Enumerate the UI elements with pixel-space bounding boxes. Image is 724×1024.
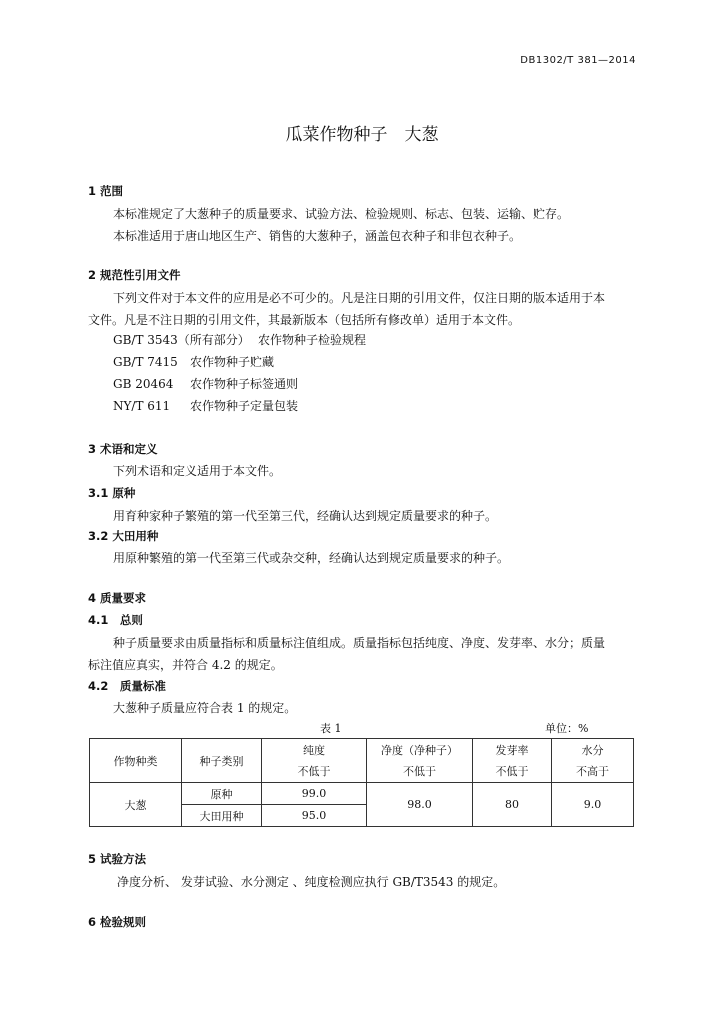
cell-crop: 大葱 (90, 783, 182, 827)
reference-name: 农作物种子检验规程 (258, 333, 367, 347)
cell-moisture: 9.0 (552, 783, 634, 827)
section-6-heading: 6 检验规则 (88, 915, 147, 929)
cell-class-2: 大田用种 (182, 805, 262, 827)
reference-name: 农作物种子标签通则 (190, 377, 299, 391)
header-cleanliness: 净度（净种子） (367, 739, 473, 761)
term-2-definition: 用原种繁殖的第一代至第三代或杂交种，经确认达到规定质量要求的种子。 (113, 551, 510, 565)
section-4-1-line-2: 标注值应真实，并符合 4.2 的规定。 (88, 658, 283, 672)
cell-purity-2: 95.0 (262, 805, 367, 827)
section-3-heading: 3 术语和定义 (88, 442, 158, 456)
section-1-paragraph-2: 本标准适用于唐山地区生产、销售的大葱种子，涵盖包衣种子和非包衣种子。 (113, 229, 522, 243)
section-5-text: 净度分析、 发芽试验、水分测定 、纯度检测应执行 GB/T3543 的规定。 (117, 875, 506, 889)
cell-germination: 80 (473, 783, 552, 827)
header-cleanliness-sub: 不低于 (367, 761, 473, 783)
reference-names (190, 329, 366, 417)
section-2-paragraph-line-1: 下列文件对于本文件的应用是必不可少的。凡是注日期的引用文件，仅注日期的版本适用于本 (113, 291, 606, 305)
section-4-1-heading: 4.1 总则 (88, 613, 143, 627)
table-unit: 单位：% (545, 722, 589, 735)
term-1-heading: 3.1 原种 (88, 486, 136, 500)
cell-purity-1: 99.0 (262, 783, 367, 805)
document-code: DB1302/T 381—2014 (520, 55, 636, 66)
document-title: 瓜菜作物种子 大葱 (285, 125, 439, 145)
reference-code: GB/T 3543（所有部分） (113, 333, 250, 347)
section-1-heading: 1 范围 (88, 184, 124, 198)
header-seed-class: 种子类别 (182, 739, 262, 783)
header-moisture-sub: 不高于 (552, 761, 634, 783)
cell-cleanliness: 98.0 (367, 783, 473, 827)
reference-name: 农作物种子定量包装 (190, 399, 299, 413)
header-purity-sub: 不低于 (262, 761, 367, 783)
header-germination: 发芽率 (473, 739, 552, 761)
quality-table (89, 738, 634, 827)
section-3-intro: 下列术语和定义适用于本文件。 (113, 464, 282, 478)
section-1-paragraph-1: 本标准规定了大葱种子的质量要求、试验方法、检验规则、标志、包装、运输、贮存。 (113, 207, 570, 221)
table-caption: 表 1 (320, 722, 342, 735)
reference-code: GB 20464 (113, 377, 174, 391)
section-4-2-text: 大葱种子质量应符合表 1 的规定。 (113, 701, 297, 715)
reference-code: NY/T 611 (113, 399, 171, 413)
header-purity: 纯度 (262, 739, 367, 761)
reference-code: GB/T 7415 (113, 355, 178, 369)
section-4-1-line-1: 种子质量要求由质量指标和质量标注值组成。质量指标包括纯度、净度、发芽率、水分；质量 (113, 636, 606, 650)
header-crop: 作物种类 (90, 739, 182, 783)
header-moisture: 水分 (552, 739, 634, 761)
term-2-heading: 3.2 大田用种 (88, 529, 159, 543)
section-5-heading: 5 试验方法 (88, 852, 147, 866)
section-2-heading: 2 规范性引用文件 (88, 268, 181, 282)
header-germination-sub: 不低于 (473, 761, 552, 783)
section-4-2-heading: 4.2 质量标准 (88, 679, 166, 693)
section-2-paragraph-line-2: 文件。凡是不注日期的引用文件，其最新版本（包括所有修改单）适用于本文件。 (88, 313, 521, 327)
section-4-heading: 4 质量要求 (88, 591, 147, 605)
term-1-definition: 用育种家种子繁殖的第一代至第三代，经确认达到规定质量要求的种子。 (113, 509, 498, 523)
reference-name: 农作物种子贮藏 (190, 355, 275, 369)
cell-class-1: 原种 (182, 783, 262, 805)
